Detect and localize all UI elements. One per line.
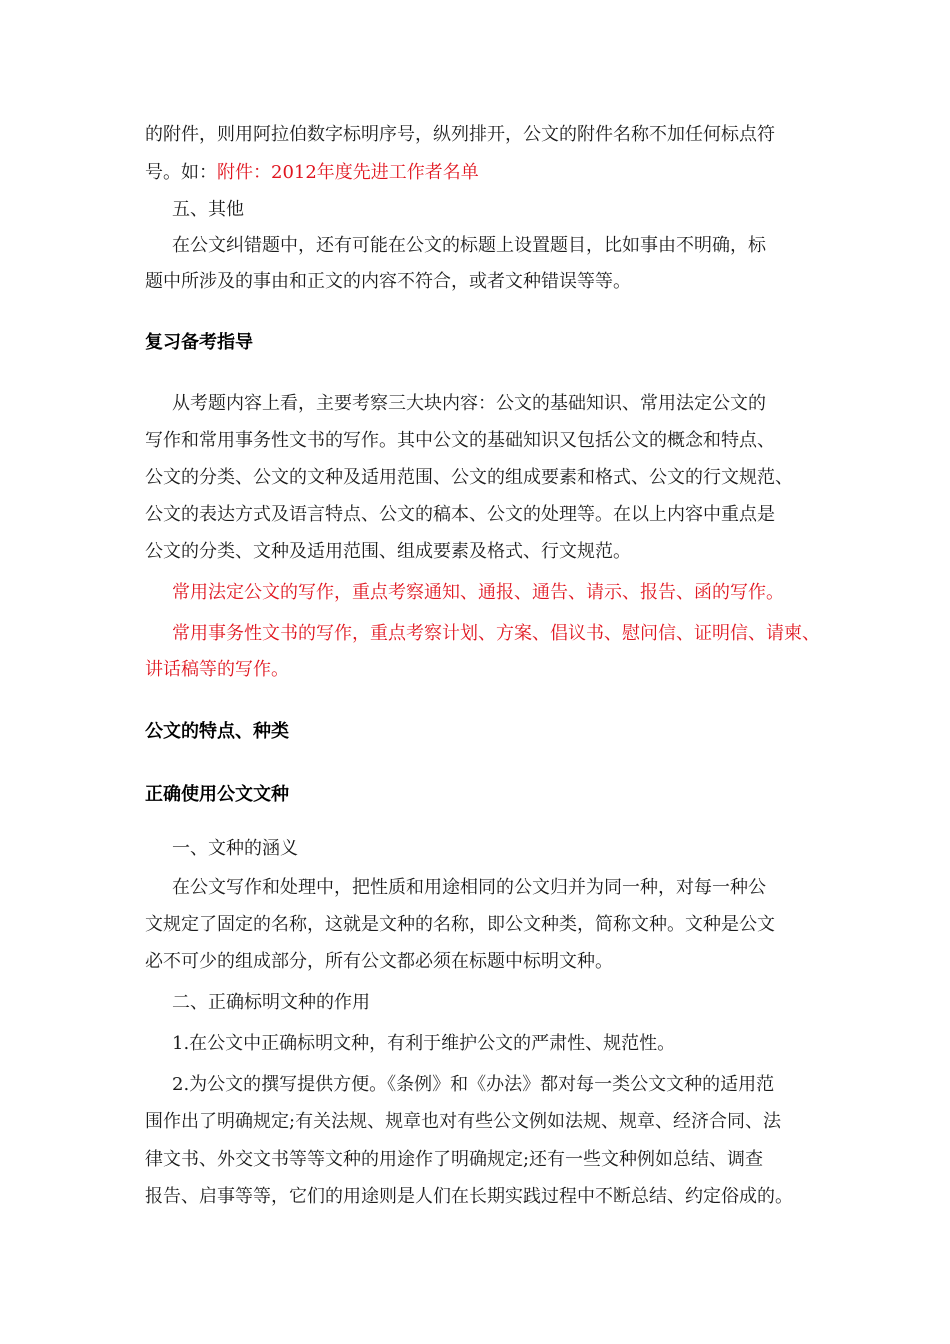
paragraph-line: 从考题内容上看，主要考察三大块内容：公文的基础知识、常用法定公文的	[172, 393, 766, 414]
paragraph-line: 写作和常用事务性文书的写作。其中公文的基础知识又包括公文的概念和特点、	[145, 430, 775, 451]
paragraph-line: 在公文写作和处理中，把性质和用途相同的公文归并为同一种，对每一种公	[172, 877, 766, 898]
features-heading: 公文的特点、种类	[145, 721, 289, 742]
highlight-line: 常用事务性文书的写作，重点考察计划、方案、倡议书、慰问信、证明信、请柬、	[172, 623, 820, 644]
list-item: 2.为公文的撰写提供方便。《条例》和《办法》都对每一类公文文种的适用范	[172, 1074, 775, 1095]
section-title: 一、文种的涵义	[172, 838, 298, 859]
paragraph-line: 报告、启事等等，它们的用途则是人们在长期实践过程中不断总结、约定俗成的。	[145, 1186, 793, 1207]
paragraph-line: 围作出了明确规定;有关法规、规章也对有些公文例如法规、规章、经济合同、法	[145, 1111, 782, 1132]
paragraph-line: 公文的分类、公文的文种及适用范围、公文的组成要素和格式、公文的行文规范、	[145, 467, 793, 488]
paragraph-line: 公文的分类、文种及适用范围、组成要素及格式、行文规范。	[145, 541, 631, 562]
highlight-line: 常用法定公文的写作，重点考察通知、通报、通告、请示、报告、函的写作。	[172, 582, 784, 603]
paragraph-line: 文规定了固定的名称，这就是文种的名称，即公文种类，简称文种。文种是公文	[145, 914, 775, 935]
review-heading: 复习备考指导	[145, 332, 253, 353]
paragraph-line: 公文的表达方式及语言特点、公文的稿本、公文的处理等。在以上内容中重点是	[145, 504, 775, 525]
paragraph-line: 在公文纠错题中，还有可能在公文的标题上设置题目，比如事由不明确，标	[172, 235, 766, 256]
paragraph-line	[145, 161, 479, 185]
list-item: 1.在公文中正确标明文种，有利于维护公文的严肃性、规范性。	[172, 1033, 676, 1054]
paragraph-line: 的附件，则用阿拉伯数字标明序号，纵列排开，公文的附件名称不加任何标点符	[145, 124, 775, 145]
paragraph-line: 题中所涉及的事由和正文的内容不符合，或者文种错误等等。	[145, 271, 631, 292]
attachment-example-text: 附件：2012年度先进工作者名单	[217, 162, 479, 183]
paragraph-line: 必不可少的组成部分，所有公文都必须在标题中标明文种。	[145, 951, 613, 972]
section-title: 五、其他	[172, 199, 244, 220]
usage-heading: 正确使用公文文种	[145, 784, 289, 805]
section-title: 二、正确标明文种的作用	[172, 992, 370, 1013]
highlight-line: 讲话稿等的写作。	[145, 659, 289, 680]
paragraph-line: 律文书、外交文书等等文种的用途作了明确规定;还有一些文种例如总结、调查	[145, 1149, 764, 1170]
paragraph-text: 号。如：	[145, 162, 217, 183]
